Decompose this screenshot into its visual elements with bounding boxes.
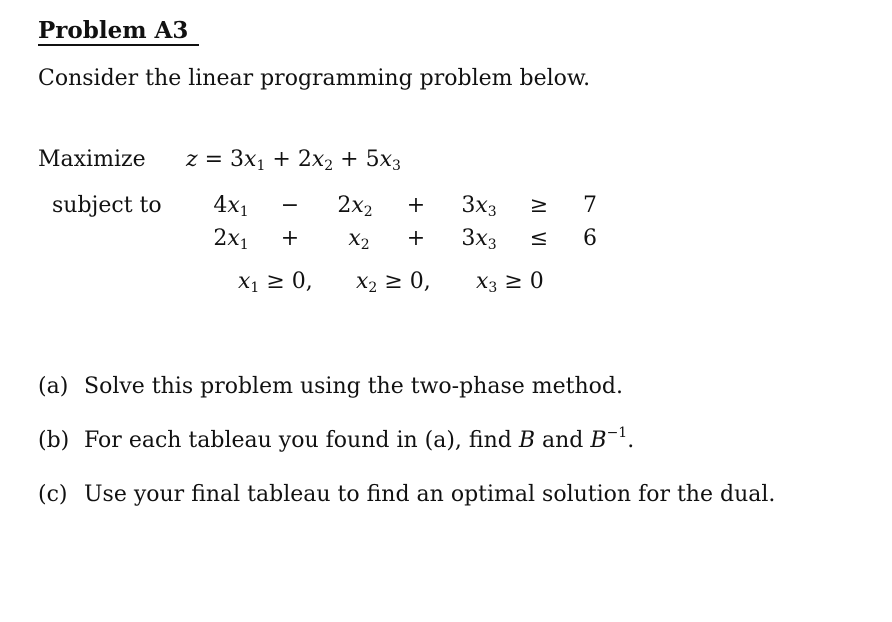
title-underline (38, 44, 199, 46)
part-b-inverse-exp: −1 (606, 425, 628, 441)
part-b-B: B (518, 428, 536, 453)
c2-op1: + (280, 226, 300, 251)
objective-z: z (186, 147, 198, 172)
part-b-B2: B (590, 428, 607, 453)
part-b-tag: (b) (38, 428, 70, 453)
c2-op2: + (406, 226, 426, 251)
c2-term-x2: $x_2$ (348, 226, 370, 253)
c2-term-x3: $3x_3$ (461, 226, 497, 253)
part-b-text: For each tableau you found in (a), find (84, 428, 512, 453)
nonneg-x3: $x_3 \ge 0$ (476, 269, 544, 296)
objective-c2: 2 (297, 147, 312, 172)
c2-term-x1: $2x_1$ (213, 226, 249, 253)
c1-relation: ≥ (529, 193, 549, 218)
objective-op1: + (272, 147, 291, 172)
part-c-text: Use your final tableau to find an optimal solution for the dual. (84, 482, 776, 507)
subject-to-label: subject to (52, 193, 162, 218)
nonneg-x1: $x_1 \ge 0$, (238, 269, 313, 296)
c1-op2: + (406, 193, 426, 218)
part-c (38, 480, 775, 510)
part-a-tag: (a) (38, 374, 69, 399)
objective-op2: + (340, 147, 359, 172)
objective-c3: 5 (365, 147, 380, 172)
objective-function: $z = 3x_1 + 2x_2 + 5x_3$ (186, 147, 401, 174)
objective-eq: = (204, 147, 224, 172)
maximize-label: Maximize (38, 147, 146, 172)
c1-term-x1: $4x_1$ (213, 193, 249, 220)
c1-rhs: 7 (583, 193, 597, 218)
part-b (38, 426, 634, 456)
c2-relation: ≤ (529, 226, 549, 251)
intro-text: Consider the linear programming problem below. (38, 66, 591, 91)
part-a-text: Solve this problem using the two-phase method. (84, 374, 623, 399)
c1-term-x3: $3x_3$ (461, 193, 497, 220)
part-b-end: . (627, 428, 635, 453)
problem-title: Problem A3 (38, 17, 189, 44)
nonneg-x2: $x_2 \ge 0$, (356, 269, 431, 296)
c2-rhs: 6 (583, 226, 597, 251)
part-b-and: and (542, 428, 584, 453)
c1-op1: − (280, 193, 300, 218)
c1-term-x2: $2x_2$ (337, 193, 373, 220)
part-a (38, 372, 623, 402)
part-c-tag: (c) (38, 482, 68, 507)
objective-c1: 3 (230, 147, 245, 172)
